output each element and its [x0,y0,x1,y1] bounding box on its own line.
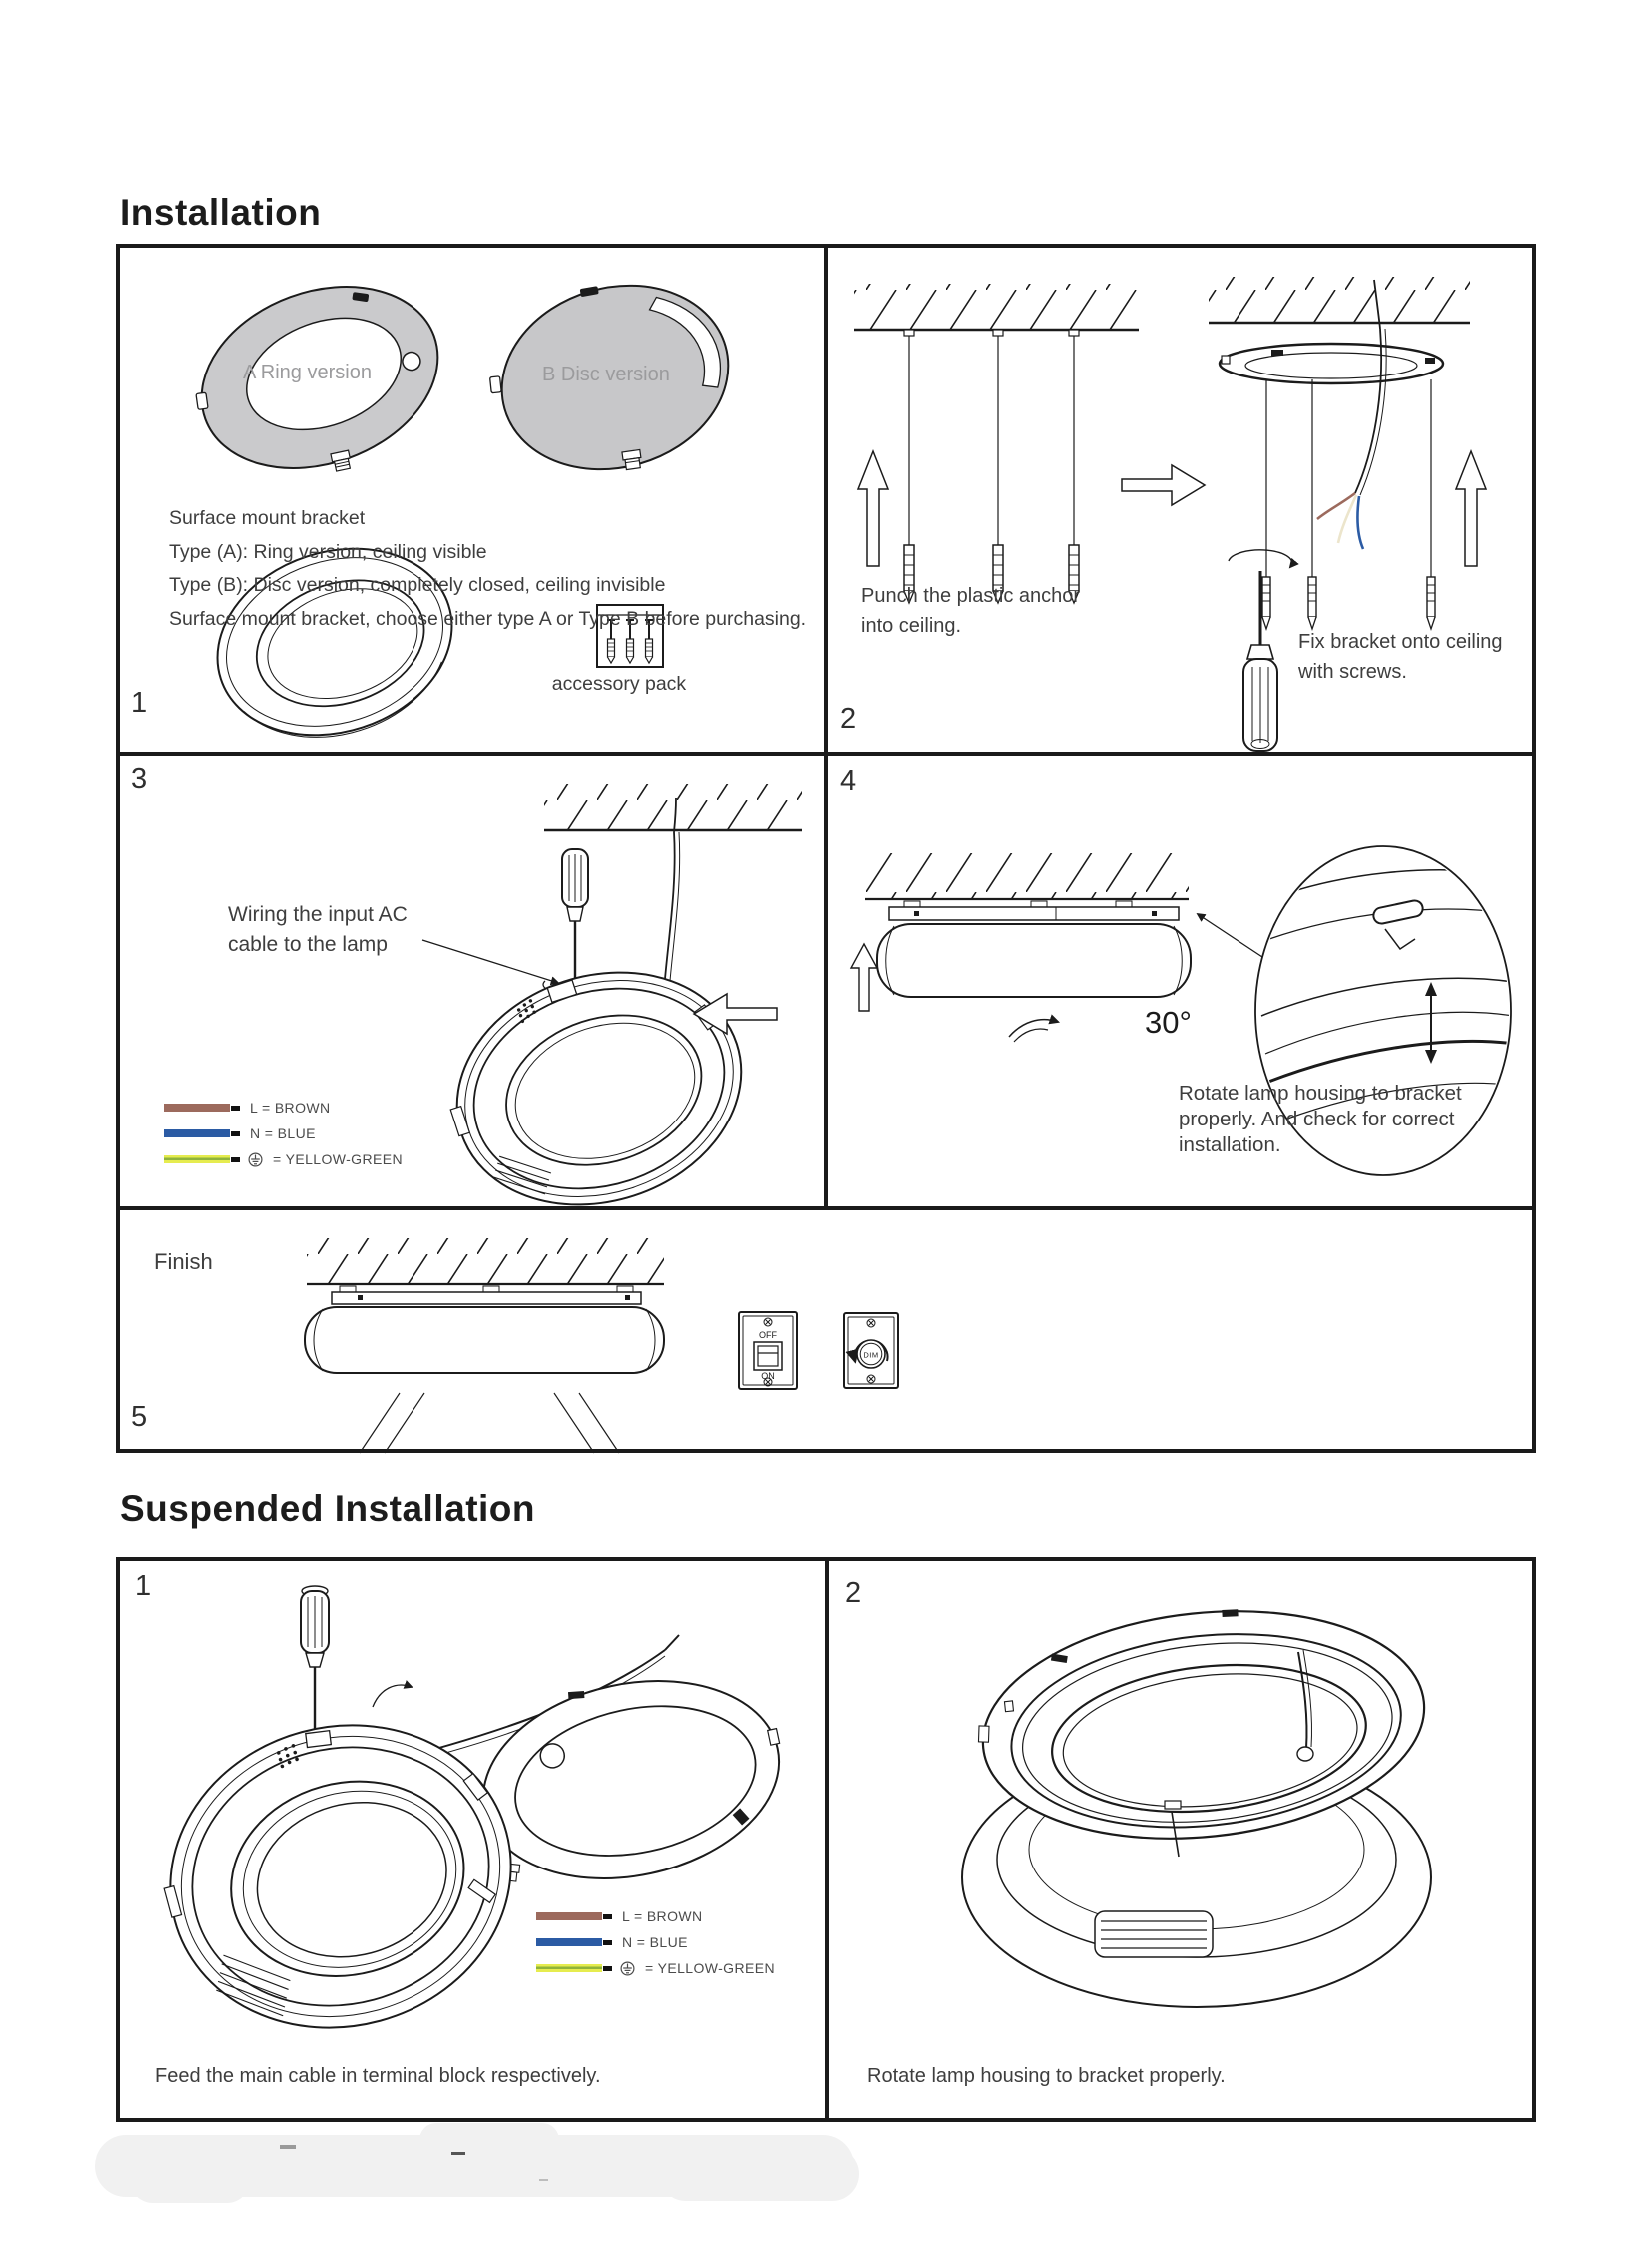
erased-area-blob [659,2147,859,2201]
lamp-ring-drawing [423,937,771,1241]
residual-mark [451,2152,465,2155]
suspension-ring-drawing [464,1651,801,1904]
wire-tip [603,1940,612,1945]
up-arrow-icon [858,451,888,566]
earth-icon [620,1961,635,1976]
panel1-diagram [118,244,826,754]
suspended-panel1-diagram [118,1557,827,2124]
installation-vertical-divider [824,244,828,1210]
wall-switch-drawing [739,1312,797,1389]
dimmer-drawing [844,1313,898,1388]
panel2-caption1-line1: Punch the plastic anchor [861,585,1081,607]
bracket-ring-drawing [1220,344,1443,383]
residual-mark [539,2179,548,2181]
magnifier-pointer-line [1198,914,1262,957]
rotate-arrow-icon [373,1685,412,1707]
ceiling-hatch [865,853,1189,899]
erased-area-blob [419,2123,559,2157]
blue-wire-swatch [536,1938,602,1946]
wire-tip [603,1914,612,1919]
bracket-strip [332,1286,641,1304]
legend-row-earth [536,1955,775,1981]
legend-row-blue [164,1121,403,1146]
panel4-caption-line3: installation. [1179,1133,1281,1156]
section-title-suspended: Suspended Installation [120,1488,535,1529]
screwdriver-icon [1229,550,1292,751]
ceiling-hatch-left [854,284,1139,330]
caption-pointer-line [422,940,558,983]
lamp-housing-side [305,1307,664,1373]
lamp-ring-drawing [134,1688,545,2066]
plastic-anchors [904,330,1079,603]
panel1-text-line3: Type (B): Disc version, completely closed, ceiling invisible [169,574,666,596]
earth-icon [248,1152,263,1167]
panel1-text-line4: Surface mount bracket, choose either type A or Type B before purchasing. [169,608,807,630]
accessory-pack-label: accessory pack [551,673,687,695]
wire-legend [164,1095,403,1172]
ceiling-hatch [544,784,802,830]
suspended-panel1-caption: Feed the main cable in terminal block respectively. [155,2065,601,2087]
erased-area-blob [130,2157,250,2203]
panel5-diagram [118,1208,1536,1453]
wire-tip [231,1157,240,1162]
legend-label-brown: L = BROWN [622,1908,703,1924]
panel2-number: 2 [840,703,857,735]
rotate-arrow-icon [1009,1020,1058,1042]
wire-tip [603,1966,612,1971]
bracket-strip [889,901,1179,920]
panel5-number: 5 [131,1401,148,1433]
legend-row-brown [164,1095,403,1121]
yellow-green-wire-swatch [536,1964,602,1972]
installation-hdivider-2 [116,1206,1536,1210]
lamp-housing-side [877,924,1191,997]
panel1-text-line2: Type (A): Ring version, ceiling visible [169,541,487,563]
dimmer-label: DIM [863,1350,879,1360]
panel2-diagram [826,244,1536,754]
brown-wire-swatch [164,1104,230,1112]
panel4-number: 4 [840,765,857,797]
ceiling-hatch-right [1209,277,1470,323]
disc-version-label: B Disc version [542,364,670,385]
panel2-caption2-line2: with screws. [1298,661,1407,683]
ceiling-hatch [307,1238,664,1284]
legend-label-blue: N = BLUE [250,1125,316,1141]
suspended-panel2-caption: Rotate lamp housing to bracket properly. [867,2065,1226,2087]
panel4-caption-line2: properly. And check for correct [1179,1108,1455,1130]
panel3-caption-line1: Wiring the input AC [228,903,408,926]
panel3-caption-line2: cable to the lamp [228,933,388,956]
bracket-screws [1262,379,1435,629]
wire-tip [231,1106,240,1111]
suspended-panel2-diagram [827,1557,1536,2124]
blue-wire-swatch [164,1129,230,1137]
suspended-panel2-number: 2 [845,1577,862,1609]
right-arrow-icon [1122,465,1205,505]
rotation-angle-label: 30° [1145,1005,1192,1040]
legend-label-brown: L = BROWN [250,1100,331,1116]
panel2-caption1-line2: into ceiling. [861,615,962,637]
brown-wire-swatch [536,1912,602,1920]
light-rays [360,1393,619,1453]
legend-label-earth: = YELLOW-GREEN [273,1151,403,1167]
suspended-panel1-number: 1 [135,1570,152,1602]
residual-mark [280,2145,296,2149]
installation-hdivider-1 [116,752,1536,756]
legend-row-earth [164,1146,403,1172]
legend-row-blue [536,1929,775,1955]
section-title-installation: Installation [120,192,322,233]
wire-tip [231,1131,240,1136]
switch-off-label: OFF [759,1330,777,1340]
panel4-caption-line1: Rotate lamp housing to bracket [1179,1082,1462,1105]
suspended-vertical-divider [825,1557,829,2122]
finish-label: Finish [154,1249,213,1274]
yellow-green-wire-swatch [164,1155,230,1163]
legend-label-blue: N = BLUE [622,1934,688,1950]
legend-row-brown [536,1903,775,1929]
ring-version-label: A Ring version [243,362,372,383]
legend-label-earth: = YELLOW-GREEN [645,1960,775,1976]
switch-on-label: ON [761,1371,775,1381]
panel1-text-line1: Surface mount bracket [169,507,366,529]
up-arrow-icon [1456,451,1486,566]
panel1-number: 1 [131,687,148,719]
connector-block [1095,1911,1213,1957]
panel2-caption2-line1: Fix bracket onto ceiling [1298,631,1503,653]
up-arrow-icon [851,944,877,1011]
panel3-number: 3 [131,763,148,795]
wire-legend [536,1903,775,1981]
